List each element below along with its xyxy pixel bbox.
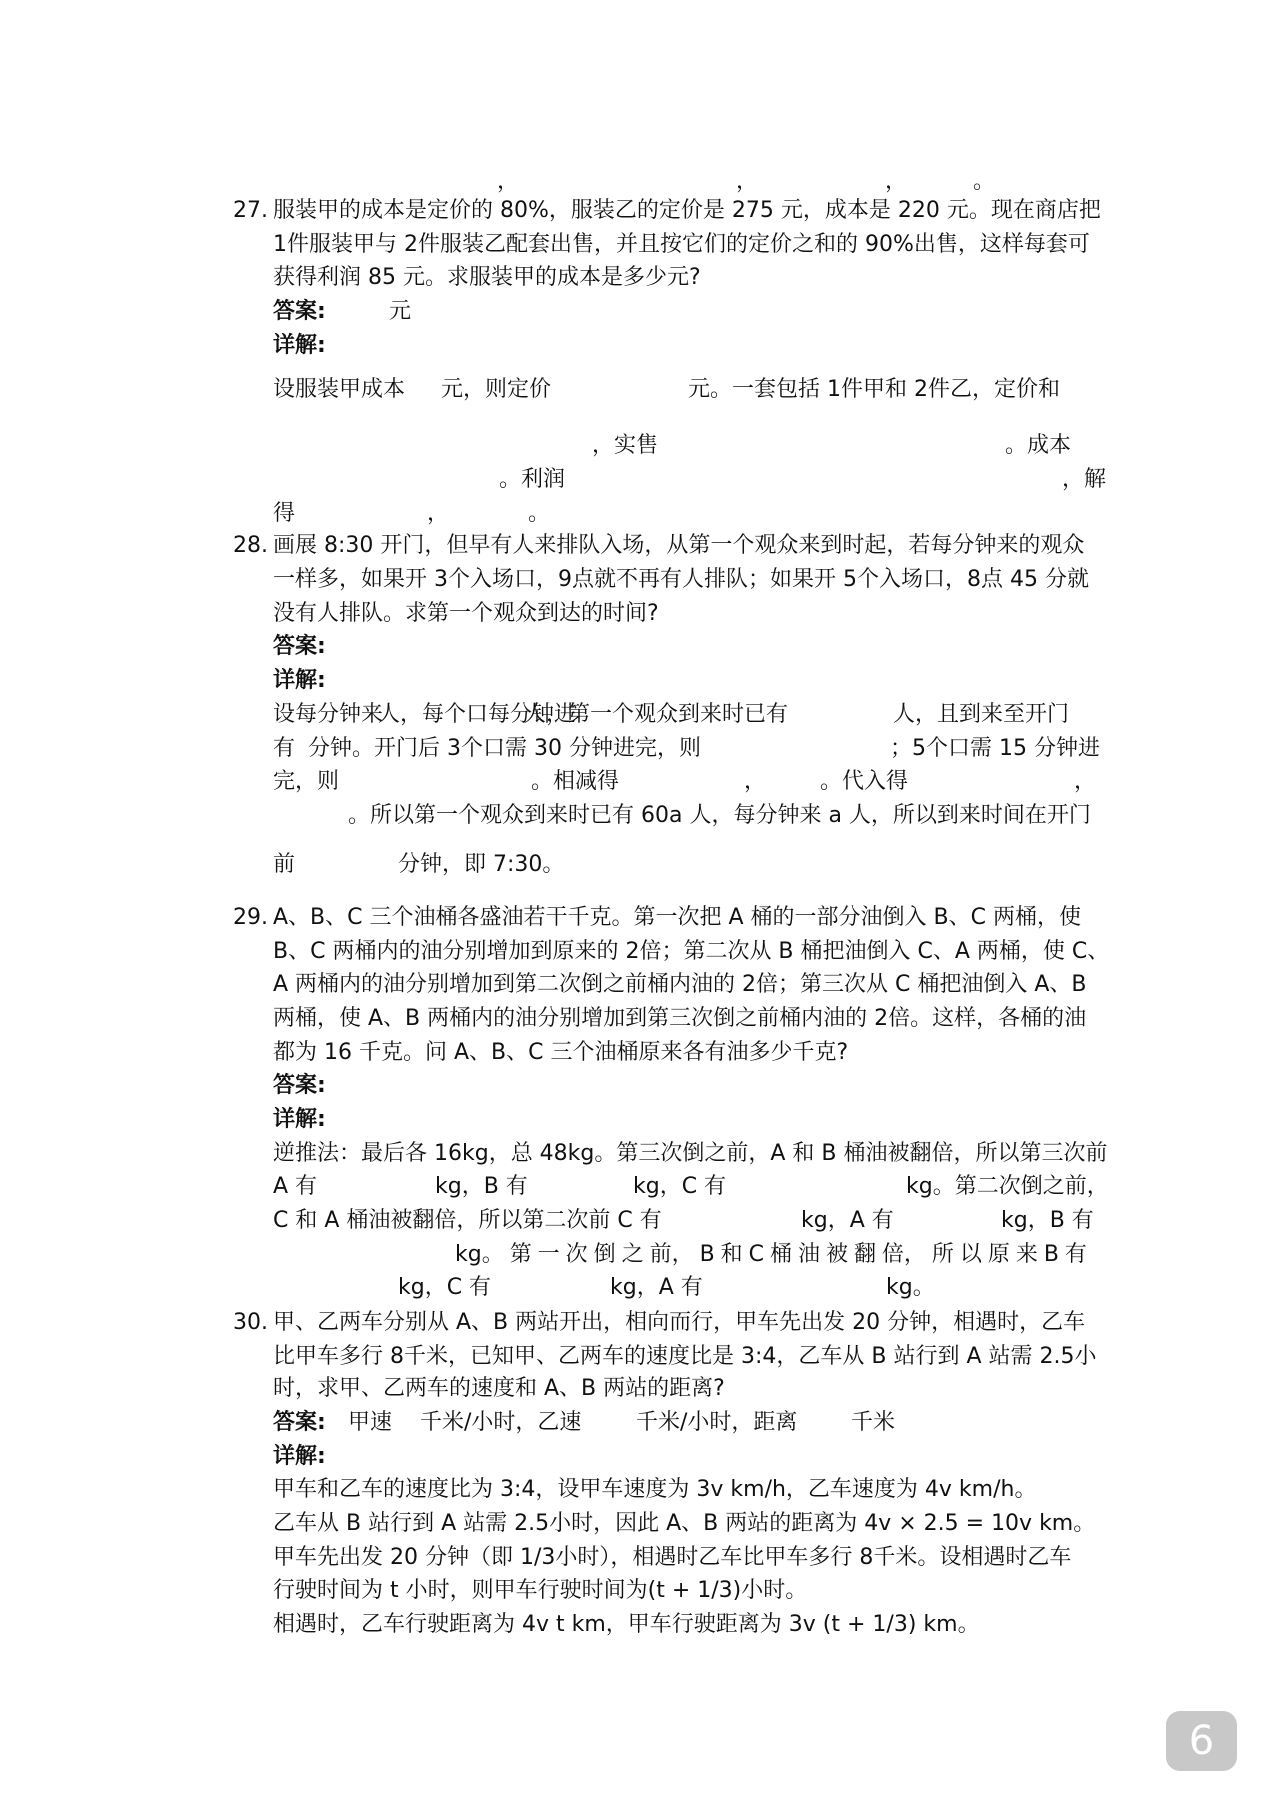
detail-text: 来 xyxy=(1015,1242,1038,1267)
detail-label: 详解: xyxy=(273,1107,326,1132)
question-text: 时，求甲、乙两车的速度和 A、B 两站的距离? xyxy=(273,1376,725,1401)
detail-text: 。代入得 xyxy=(820,769,909,794)
fragment-line xyxy=(0,167,1280,197)
text: ， xyxy=(885,169,908,194)
question-text: 获得利润 85 元。求服装甲的成本是多少元? xyxy=(273,265,701,290)
detail-text: 所 xyxy=(931,1242,954,1267)
answer-text: 甲速 xyxy=(348,1410,393,1435)
question-number: 27. xyxy=(233,198,268,223)
question-text: A、B、C 三个油桶各盛油若干千克。第一次把 A 桶的一部分油倒入 B、C 两桶，使 xyxy=(273,905,1081,930)
question-text: 没有人排队。求第一个观众到达的时间? xyxy=(273,601,659,626)
detail-text: 相遇时，乙车行驶距离为 4v t km，甲车行驶距离为 3v (t + 1/3) km。 xyxy=(273,1612,980,1637)
detail-text: 翻 xyxy=(853,1242,876,1267)
answer-text: 千米/小时，乙速 xyxy=(420,1410,582,1435)
detail-text: 和 xyxy=(720,1242,743,1267)
detail-text: 前， xyxy=(649,1242,694,1267)
detail-text: 分钟，即 7:30。 xyxy=(398,852,565,877)
detail-text: 有 xyxy=(273,736,296,761)
detail-text: 。 xyxy=(528,501,551,526)
detail-text: kg，B 有 xyxy=(435,1174,528,1199)
detail-label: 详解: xyxy=(273,333,326,358)
text: ， xyxy=(497,169,520,194)
detail-text: ， xyxy=(427,501,450,526)
detail-text: 。利润 xyxy=(499,467,566,492)
detail-text: 完，则 xyxy=(273,769,340,794)
detail-text: kg，A 有 xyxy=(801,1208,894,1233)
detail-text: kg，B 有 xyxy=(1001,1208,1094,1233)
detail-text: kg，C 有 xyxy=(633,1174,727,1199)
question-number: 29. xyxy=(233,905,268,930)
detail-text: A 有 xyxy=(273,1174,318,1199)
detail-text: C 和 A 桶油被翻倍，所以第二次前 C 有 xyxy=(273,1208,662,1233)
question-number: 28. xyxy=(233,533,268,558)
detail-text: 元，则定价 xyxy=(441,377,552,402)
question-text: B、C 两桶内的油分别增加到原来的 2倍；第二次从 B 桶把油倒入 C、A 两桶，使 C、 xyxy=(273,939,1110,964)
detail-label: 详解: xyxy=(273,668,326,693)
question-text: A 两桶内的油分别增加到第二次倒之前桶内油的 2倍；第三次从 C 桶把油倒入 A、B xyxy=(273,972,1087,997)
answer-label: 答案: xyxy=(273,1073,326,1098)
detail-text: kg。 xyxy=(455,1242,504,1267)
detail-text: kg，A 有 xyxy=(610,1275,703,1300)
detail-text: 前 xyxy=(273,852,296,877)
answer-label: 答案: xyxy=(273,634,326,659)
detail-text: 。所以第一个观众到来时已有 60a 人，每分钟来 a 人，所以到来时间在开门 xyxy=(348,803,1091,828)
detail-text: ，解 xyxy=(1062,467,1107,492)
text: ， xyxy=(736,169,759,194)
answer-text: 千米 xyxy=(851,1410,896,1435)
detail-text: 有 xyxy=(1064,1242,1087,1267)
question-text: 1件服装甲与 2件服装乙配套出售，并且按它们的定价之和的 90%出售，这样每套可 xyxy=(273,232,1090,257)
detail-text: B xyxy=(1043,1242,1059,1267)
detail-text: 分钟。开门后 3个口需 30 分钟进完，则 xyxy=(308,736,701,761)
question-text: 画展 8:30 开门，但早有人来排队入场，从第一个观众来到时起，若每分钟来的观众 xyxy=(273,533,1085,558)
page-number-badge: 6 xyxy=(1166,1711,1237,1771)
detail-text: ；5个口需 15 分钟进 xyxy=(890,736,1100,761)
question-text: 甲、乙两车分别从 A、B 两站开出，相向而行，甲车先出发 20 分钟，相遇时，乙车 xyxy=(273,1310,1086,1335)
detail-text: 逆推法：最后各 16kg，总 48kg。第三次倒之前，A 和 B 桶油被翻倍，所以第三次前 xyxy=(273,1141,1108,1166)
detail-text: B xyxy=(699,1242,715,1267)
detail-text: 以 xyxy=(959,1242,982,1267)
detail-text: ， xyxy=(1074,769,1097,794)
question-text: 两桶，使 A、B 两桶内的油分别增加到第三次倒之前桶内油的 2倍。这样，各桶的油 xyxy=(273,1006,1087,1031)
answer-label: 答案: xyxy=(273,1410,326,1435)
detail-text: kg，C 有 xyxy=(398,1275,492,1300)
detail-text: 一 xyxy=(537,1242,560,1267)
detail-text: 行驶时间为 t 小时，则甲车行驶时间为(t + 1/3)小时。 xyxy=(273,1578,808,1603)
detail-text: 。相减得 xyxy=(531,769,620,794)
detail-text: 被 xyxy=(825,1242,848,1267)
detail-text: 。成本 xyxy=(1005,433,1072,458)
detail-text: ，实售 xyxy=(592,433,659,458)
detail-text: 次 xyxy=(565,1242,588,1267)
question-text: 比甲车多行 8千米，已知甲、乙两车的速度比是 3:4，乙车从 B 站行到 A 站需 2.5小 xyxy=(273,1344,1097,1369)
detail-text: 设服装甲成本 xyxy=(273,377,406,402)
question-text: 一样多，如果开 3个入场口，9点就不再有人排队；如果开 5个入场口，8点 45 分就 xyxy=(273,567,1089,592)
detail-text: kg。第二次倒之前， xyxy=(906,1174,1109,1199)
detail-text: 元。一套包括 1件甲和 2件乙，定价和 xyxy=(688,377,1060,402)
question-text: 服装甲的成本是定价的 80%，服装乙的定价是 275 元，成本是 220 元。现在商店把 xyxy=(273,198,1101,223)
detail-text: 原 xyxy=(987,1242,1010,1267)
detail-text: kg。 xyxy=(886,1275,935,1300)
detail-text: C xyxy=(748,1242,765,1267)
detail-text: ， xyxy=(744,769,767,794)
detail-text: 甲车先出发 20 分钟（即 1/3小时），相遇时乙车比甲车多行 8千米。设相遇时乙车 xyxy=(273,1545,1072,1570)
answer-text: 千米/小时，距离 xyxy=(636,1410,798,1435)
detail-text: 之 xyxy=(621,1242,644,1267)
detail-text: 设每分钟来 xyxy=(273,702,384,727)
question-text: 都为 16 千克。问 A、B、C 三个油桶原来各有油多少千克? xyxy=(273,1040,849,1065)
detail-text: 乙车从 B 站行到 A 站需 2.5小时，因此 A、B 两站的距离为 4v × 2.5 = 10v km。 xyxy=(273,1511,1096,1536)
detail-text: 倍， xyxy=(881,1242,926,1267)
justified-detail-line xyxy=(455,1240,1087,1270)
detail-text: 甲车和乙车的速度比为 3:4，设甲车速度为 3v km/h，乙车速度为 4v km/h。 xyxy=(273,1477,1037,1502)
detail-text: 油 xyxy=(797,1242,820,1267)
detail-text: 人，每个口每分钟进 xyxy=(378,702,577,727)
detail-text: 得 xyxy=(273,501,296,526)
question-number: 30. xyxy=(233,1310,268,1335)
detail-text: 桶 xyxy=(769,1242,792,1267)
detail-text: 第 xyxy=(509,1242,532,1267)
answer-unit: 元 xyxy=(389,299,412,324)
detail-text: 倒 xyxy=(593,1242,616,1267)
detail-text: 人，第一个观众到来时已有 xyxy=(524,702,789,727)
answer-label: 答案: xyxy=(273,299,326,324)
detail-text: 人，且到来至开门 xyxy=(893,702,1070,727)
text: 。 xyxy=(973,169,996,194)
detail-label: 详解: xyxy=(273,1444,326,1469)
